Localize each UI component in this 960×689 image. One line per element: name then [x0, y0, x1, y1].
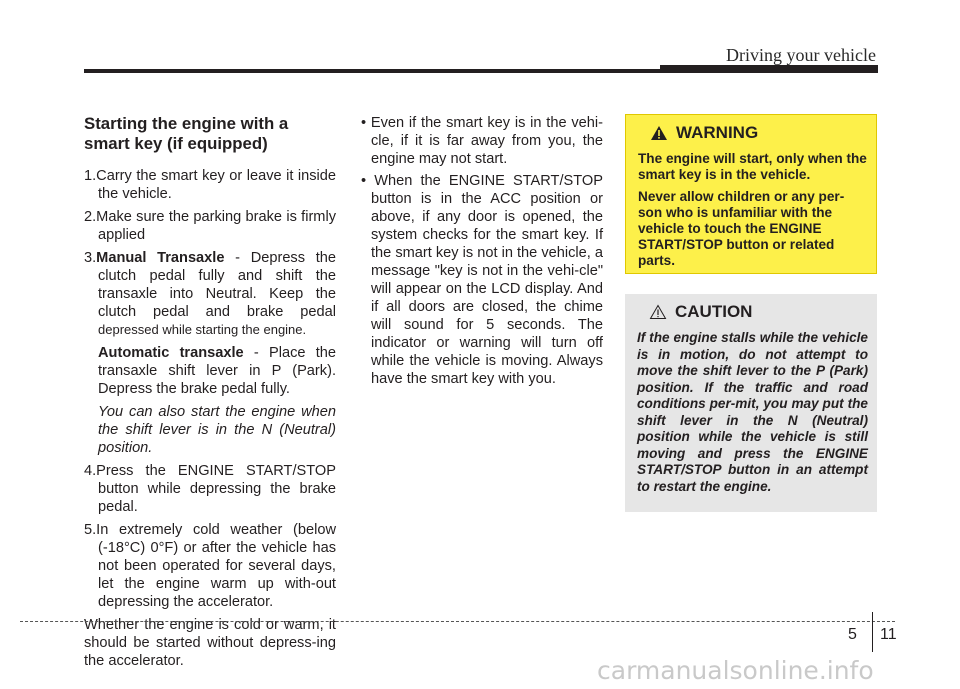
step-3-number: 3. — [84, 250, 97, 266]
caution-title-text: CAUTION — [675, 302, 753, 321]
left-column — [84, 114, 336, 670]
caution-triangle-icon — [649, 304, 667, 320]
closing-paragraph: Whether the engine is cold or warm, it should be started without depress-ing the accelerator. — [84, 617, 336, 669]
step-5: 5.In extremely cold weather (below (-18°C) 0°F) or after the vehicle has not been operated for several days, let the engine warm up with-out depressing the accelerator. — [84, 522, 336, 610]
warning-triangle-icon — [650, 125, 668, 141]
warning-paragraph-1: The engine will start, only when the smart key is in the vehicle. — [638, 151, 867, 182]
step-1: 1.Carry the smart key or leave it inside the vehicle. — [84, 168, 336, 202]
bullet-2: • When the ENGINE START/STOP button is in the ACC position or above, if any door is opened, the system checks for the smart key. If the smart key is not in the vehicle, a message "key is not in the vehi-cle" will appear on the LCD display. And if all doors are closed, the chime will sound for 5 seconds. The indicator or warning will turn off while the vehicle is moving. Always have the smart key with you. — [361, 173, 603, 387]
section-heading: Starting the engine with a smart key (if equipped) — [84, 114, 289, 153]
watermark: carmanualsonline.info — [597, 656, 874, 685]
section-title: Driving your vehicle — [726, 45, 876, 65]
bullet-1: • Even if the smart key is in the vehi-cle, if it is far away from you, the engine may not start. — [361, 115, 603, 167]
warning-paragraph-2: Never allow children or any per-son who is unfamiliar with the vehicle to touch the ENGINE START/STOP button or related parts. — [638, 189, 845, 268]
chapter-number: 5 — [848, 626, 857, 643]
page-number: 11 — [880, 626, 897, 643]
step-2: 2.Make sure the parking brake is firmly applied — [84, 209, 336, 243]
caution-paragraph: If the engine stalls while the vehicle is in motion, do not attempt to move the shift lever to the P (Park) position. If the traffic and road conditions per-mit, you may put the shift lever in the N (Neutral) position while the vehicle is still moving and press the ENGINE START/STOP button in an attempt to restart the engine. — [637, 330, 868, 494]
automatic-transaxle-text: - Place the transaxle shift lever in P (Park). Depress the brake pedal fully. — [98, 345, 336, 397]
warning-title — [638, 123, 867, 143]
page-number-divider — [872, 612, 873, 652]
middle-column — [357, 114, 603, 392]
automatic-transaxle-label: Automatic transaxle — [98, 345, 244, 361]
neutral-note: You can also start the engine when the shift lever is in the N (Neutral) position. — [98, 404, 336, 456]
automatic-transaxle — [84, 344, 336, 398]
step-3 — [84, 249, 336, 339]
warning-title-text: WARNING — [676, 123, 759, 142]
footer-rule — [20, 621, 895, 622]
manual-transaxle-text-end: depressed while starting the engine. — [98, 322, 307, 337]
header-rule-accent — [660, 65, 878, 71]
step-4: 4.Press the ENGINE START/STOP button while depressing the brake pedal. — [84, 463, 336, 515]
warning-box — [625, 114, 877, 274]
caution-title — [637, 302, 868, 322]
manual-transaxle-label: Manual Transaxle — [96, 250, 225, 266]
caution-box — [625, 294, 877, 512]
manual-transaxle-text: - Depress the clutch pedal fully and shift the transaxle into Neutral. Keep the clutch pedal and brake pedal — [98, 250, 336, 320]
